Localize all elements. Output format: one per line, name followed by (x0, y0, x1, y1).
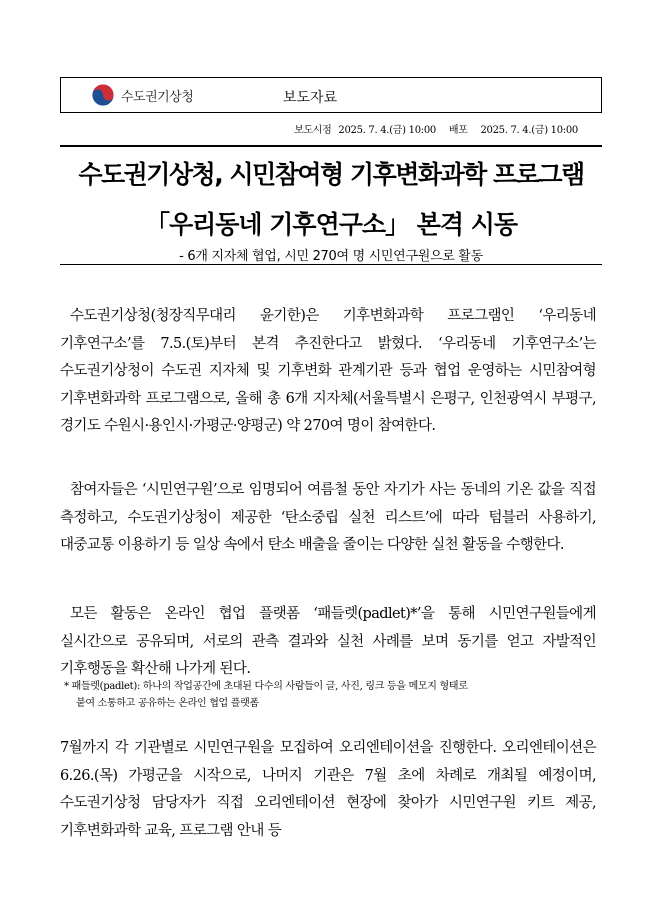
subheadline: - 6개 지자체 협업, 시민 270여 명 시민연구원으로 활동 (179, 249, 483, 264)
taegeuk-logo-icon (91, 83, 115, 107)
embargo-label: 보도시점 (294, 125, 332, 136)
footnote (64, 678, 594, 712)
body-paragraph-1: 수도권기상청(청장직무대리 윤기한)은 기후변화과학 프로그램인 ‘우리동네 기후연구소’를 7.5.(토)부터 본격 추진한다고 밝혔다. ‘우리동네 기후연구소’는 수도권기상청이 수도권 지자체 및 기후변화 관계기관 등과 협업 운영하는 시민참여형 기후변화과학 프로그램으로, 올해 총 6개 지자체(서울특별시 은평구, 인천광역시 부평구, 경기도 수원시·용인시·가평군·양평군) 약 270여 명이 참여한다. (60, 308, 596, 434)
agency-logo (91, 82, 193, 108)
body-paragraph-3: 모든 활동은 온라인 협업 플랫폼 ‘패들렛(padlet)*’을 통해 시민연구원들에게 실시간으로 공유되며, 서로의 관측 결과와 실천 사례를 보며 동기를 얻고 자발적인 기후행동을 확산해 나가게 된다. (60, 606, 596, 677)
body-paragraph-4: 7월까지 각 기관별로 시민연구원을 모집하여 오리엔테이션을 진행한다. 오리엔테이션은 6.26.(목) 가평군을 시작으로, 나머지 기관은 7월 초에 차례로 개최될 예정이며, 수도권기상청 담당자가 직접 오리엔테이션 현장에 찾아가 시민연구원 키트 제공, 기후변화과학 교육, 프로그램 안내 등 (60, 740, 596, 839)
footnote-line-2: 붙여 소통하고 공유하는 온라인 협업 플랫폼 (76, 698, 259, 709)
headline-line2: 「우리동네 기후연구소」 본격 시동 (144, 210, 518, 239)
title-box (60, 145, 602, 265)
distribute-value: 2025. 7. 4.(금) 10:00 (480, 125, 578, 136)
footnote-line-1: * 패들렛(padlet): 하나의 작업공간에 초대된 다수의 사람들이 글, 사진, 링크 등을 메모지 형태로 (64, 681, 468, 692)
headline-line1: 수도권기상청, 시민참여형 기후변화과학 프로그램 (78, 160, 584, 189)
distribute-label: 배포 (448, 125, 468, 136)
header-box (60, 77, 602, 113)
agency-name: 수도권기상청 (121, 89, 194, 105)
body-paragraph-2: 참여자들은 ‘시민연구원’으로 임명되어 여름철 동안 자기가 사는 동네의 기온 값을 직접 측정하고, 수도권기상청이 제공한 ‘탄소중립 실천 리스트’에 따라 텀블러 사용하기, 대중교통 이용하기 등 일상 속에서 탄소 배출을 줄이는 다양한 실천 활동을 수행한다. (60, 482, 596, 553)
doc-type-label: 보도자료 (283, 90, 338, 106)
release-info (290, 121, 578, 136)
embargo-value: 2025. 7. 4.(금) 10:00 (338, 125, 436, 136)
